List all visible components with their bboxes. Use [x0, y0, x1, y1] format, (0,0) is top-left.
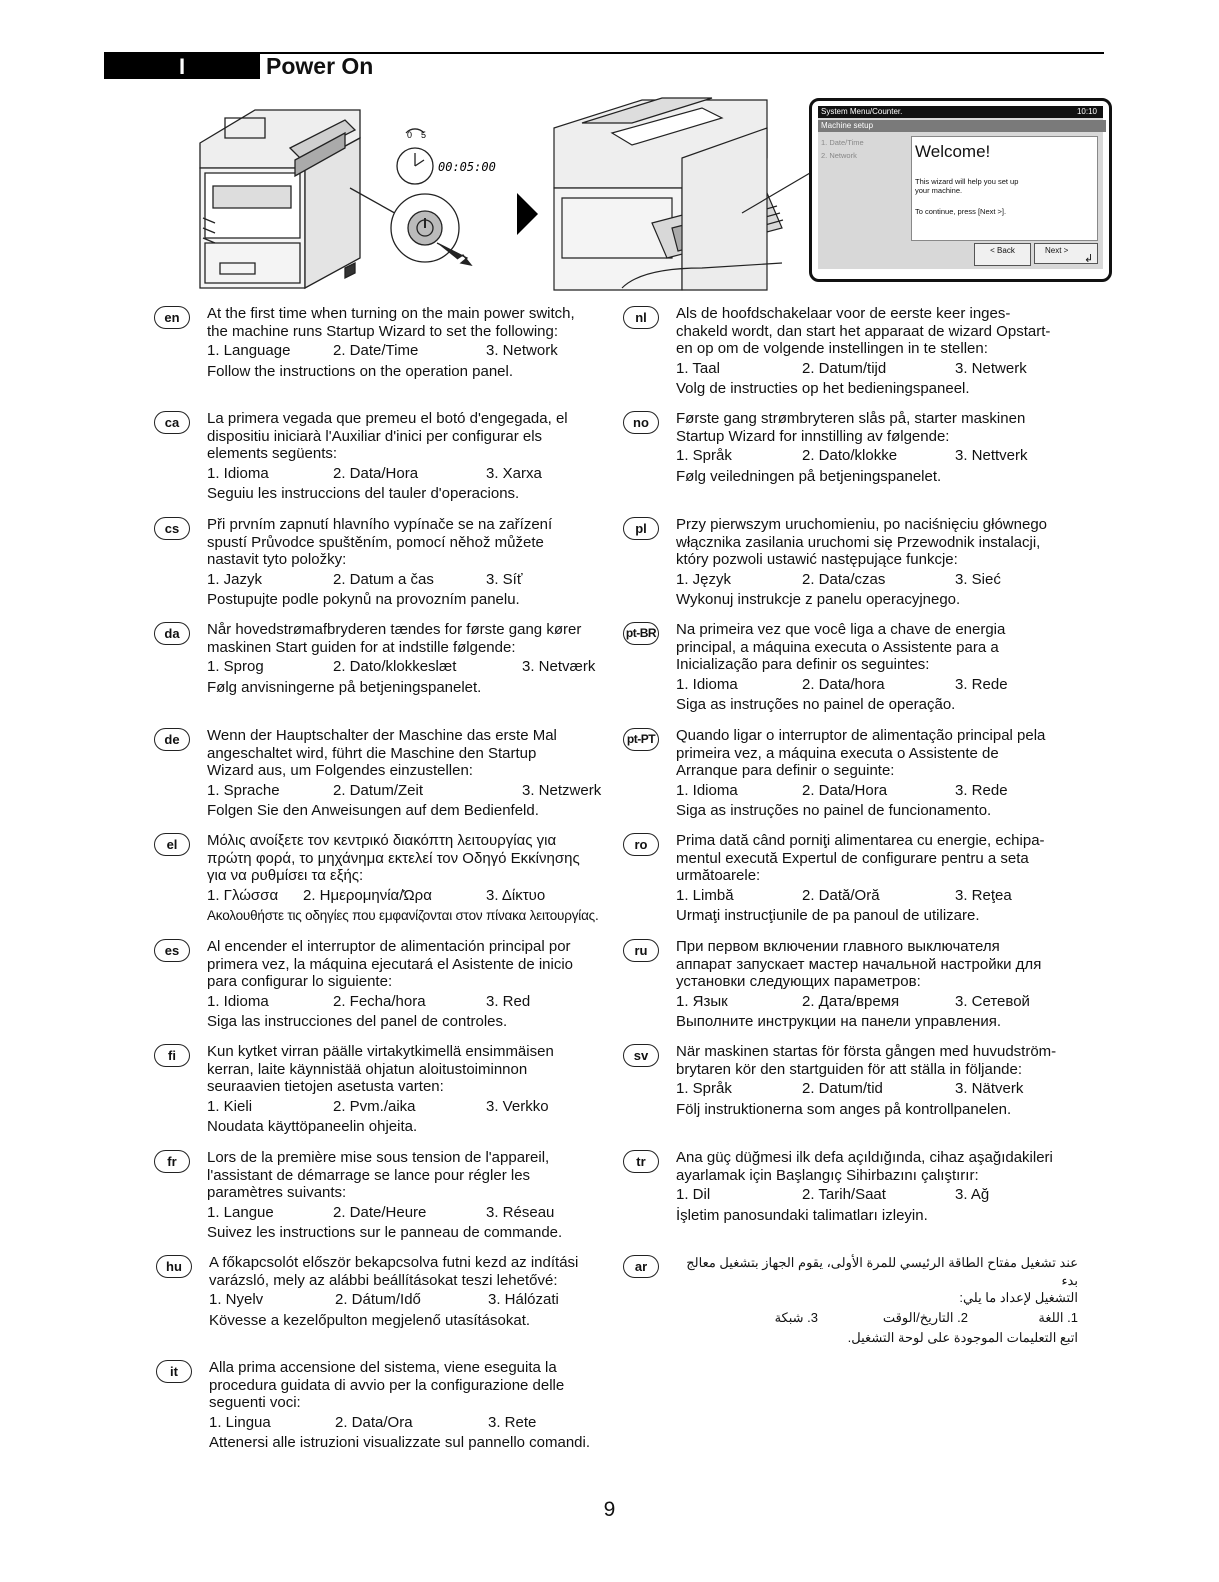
entry-items [209, 1414, 619, 1432]
entry-follow-instruction: Postupujte podle pokynů na provozním panelu. [207, 591, 520, 608]
entry-item-3: 3. Verkko [486, 1097, 549, 1115]
language-badge-fi: fi [154, 1044, 190, 1067]
entry-item-1: 1. Idioma [676, 781, 738, 799]
section-title: Power On [266, 53, 374, 79]
entry-follow-instruction: Folgen Sie den Anweisungen auf dem Bedienfeld. [207, 802, 539, 819]
entry-items [207, 1098, 617, 1116]
entry-follow-instruction: Siga las instrucciones del panel de controles. [207, 1013, 508, 1030]
entry-intro: Przy pierwszym uruchomieniu, po naciśnięciu głównego włącznika zasilania uruchomi się Przewodnik instalacji, który pozwoli ustawić następujące funkcje: [676, 516, 1048, 568]
language-badge-fr: fr [154, 1150, 190, 1173]
entry-item-2: 2. Datum/tid [802, 1080, 883, 1097]
entry-intro: Alla prima accensione del sistema, viene eseguita la procedura guidata di avvio per la configurazione delle seguenti voci: [209, 1359, 565, 1411]
entry-follow-instruction: Følg veiledningen på betjeningspanelet. [676, 467, 942, 485]
language-entry-ar [678, 1254, 1078, 1347]
entry-item-1: 1. Taal [676, 359, 720, 377]
language-badge-da: da [154, 622, 190, 645]
entry-items [676, 676, 1086, 694]
entry-intro: Lors de la première mise sous tension de l'appareil, l'assistant de démarrage se lance pour régler les paramètres suivants: [207, 1149, 550, 1201]
language-entry-cs [207, 516, 617, 609]
printer-panel-illustration [552, 98, 812, 293]
entry-item-3: 3. Hálózati [488, 1291, 559, 1308]
panel-back-button[interactable]: < Back [974, 243, 1031, 266]
panel-status-left: System Menu/Counter. [821, 107, 903, 116]
entry-item-3: 3. Sieć [955, 570, 1001, 588]
entry-item-1: 1. اللغة [1038, 1309, 1078, 1325]
entry-item-1: 1. Jazyk [207, 570, 263, 588]
entry-item-2: 2. Data/Hora [333, 464, 419, 482]
timer-readout: 00:05:00 [438, 160, 496, 174]
entry-item-1: 1. Lingua [209, 1413, 271, 1431]
entry-items [676, 887, 1086, 905]
entry-intro: At the first time when turning on the main power switch, the machine runs Startup Wizard to set the following: [207, 305, 575, 340]
language-badge-ru: ru [623, 939, 659, 962]
entry-item-1: 1. Språk [676, 447, 732, 464]
entry-item-2: 2. Fecha/hora [333, 992, 426, 1010]
entry-intro: La primera vegada que premeu el botó d'engegada, el dispositiu iniciarà l'Auxiliar d'inici per configurar els elements següents: [207, 410, 568, 462]
language-badge-it: it [156, 1360, 192, 1383]
panel-content [911, 136, 1098, 241]
entry-item-2: 2. Pvm./aika [333, 1097, 416, 1115]
language-badge-el: el [154, 833, 190, 856]
entry-follow-instruction: Siga as instruções no painel de funcionamento. [676, 802, 992, 819]
language-entry-pt-PT [676, 727, 1086, 820]
language-entry-nl [676, 305, 1086, 398]
panel-screen [818, 106, 1103, 269]
timer-dial-zero: 0 [407, 130, 413, 140]
entry-follow-instruction: Kövesse a kezelőpulton megjelenő utasításokat. [209, 1311, 531, 1329]
entry-item-3: 3. Xarxa [486, 464, 542, 482]
entry-follow-instruction: اتبع التعليمات الموجودة على لوحة التشغيل. [847, 1330, 1078, 1345]
entry-item-3: 3. Réseau [486, 1203, 555, 1221]
entry-items [207, 571, 617, 589]
entry-intro: عند تشغيل مفتاح الطاقة الرئيسي للمرة الأولى، يقوم الجهاز بتشغيل معالج بدء التشغيل لإعداد ما يلي: [686, 1255, 1078, 1305]
entry-item-3: 3. Rede [955, 781, 1008, 799]
language-entry-pt-BR [676, 621, 1086, 714]
entry-follow-instruction: Выполните инструкции на панели управления. [676, 1013, 1001, 1030]
entry-item-2: 2. Data/Hora [802, 781, 888, 799]
entry-follow-instruction: Seguiu les instruccions del tauler d'operacions. [207, 485, 520, 502]
entry-follow-instruction: Siga as instruções no painel de operação. [676, 696, 956, 713]
entry-items [207, 887, 617, 905]
entry-intro: När maskinen startas för första gången med huvudström- brytaren kör den startguiden för att ställa in följande: [676, 1043, 1057, 1078]
language-entry-pl [676, 516, 1086, 609]
entry-follow-instruction: Urmaţi instrucţiunile de pa panoul de utilizare. [676, 907, 980, 924]
entry-follow-instruction: Suivez les instructions sur le panneau de commande. [207, 1224, 563, 1241]
panel-step-1: 1. Date/Time [821, 138, 864, 147]
entry-intro: A főkapcsolót először bekapcsolva futni kezd az indítási varázsló, mely az alábbi beállításokat teszi lehetővé: [209, 1254, 579, 1289]
language-badge-tr: tr [623, 1150, 659, 1173]
entry-item-1: 1. Sprog [207, 658, 264, 675]
entry-item-3: 3. Rede [955, 675, 1008, 693]
entry-item-2: 2. Data/Ora [335, 1413, 413, 1431]
printer-power-illustration [195, 98, 496, 293]
language-entry-de [207, 727, 617, 820]
entry-items [207, 1204, 617, 1222]
panel-enter-icon: ↲ [1084, 253, 1094, 265]
language-badge-nl: nl [623, 306, 659, 329]
page-number: 9 [603, 1498, 616, 1521]
entry-items [207, 993, 617, 1011]
entry-item-1: 1. Språk [676, 1080, 732, 1097]
language-badge-pl: pl [623, 517, 659, 540]
touch-panel [809, 98, 1112, 282]
entry-item-1: 1. Dil [676, 1186, 711, 1203]
language-entry-da [207, 621, 617, 696]
entry-intro: Ana güç düğmesi ilk defa açıldığında, cihaz aşağıdakileri ayarlamak için Başlangıç Sihirbazını çalıştırır: [676, 1149, 1053, 1184]
timer-dial-five: 5 [421, 130, 427, 140]
entry-intro: Als de hoofdschakelaar voor de eerste keer inges- chakeld wordt, dan start het apparaat de wizard Opstart- en op om de volgende instellingen in te stellen: [676, 305, 1051, 357]
language-entry-fi [207, 1043, 617, 1136]
language-badge-ar: ar [623, 1255, 659, 1278]
entry-item-2: 2. التاريخ/الوقت [882, 1309, 968, 1325]
panel-desc-1: This wizard will help you set up [915, 177, 1019, 186]
entry-items [676, 447, 1086, 465]
entry-item-2: 2. Date/Heure [333, 1203, 427, 1221]
entry-items [207, 658, 617, 676]
entry-item-2: 2. Dato/klokke [802, 447, 898, 464]
entry-item-1: 1. Sprache [207, 781, 280, 799]
entry-item-3: 3. Netwerk [955, 359, 1027, 377]
language-entry-en [207, 305, 617, 380]
entry-item-2: 2. Dátum/Idő [335, 1291, 421, 1308]
entry-item-2: 2. Dată/Oră [802, 886, 880, 904]
language-entry-it [209, 1359, 619, 1452]
language-badge-sv: sv [623, 1044, 659, 1067]
entry-item-2: 2. Datum a čas [333, 570, 434, 588]
entry-follow-instruction: Ακολουθήστε τις οδηγίες που εμφανίζονται στον πίνακα λειτουργίας. [207, 908, 599, 923]
entry-item-1: 1. Idioma [207, 992, 269, 1010]
entry-item-2: 2. Дата/время [802, 992, 900, 1010]
entry-items [209, 1291, 619, 1309]
entry-item-3: 3. Nettverk [955, 447, 1028, 464]
panel-desc-3: To continue, press [Next >]. [915, 207, 1007, 216]
entry-follow-instruction: Volg de instructies op het bedieningspaneel. [676, 380, 970, 397]
entry-follow-instruction: Følg anvisningerne på betjeningspanelet. [207, 678, 482, 696]
entry-item-3: 3. Network [486, 342, 558, 359]
entry-item-2: 2. Datum/Zeit [333, 781, 424, 799]
entry-follow-instruction: İşletim panosundaki talimatları izleyin. [676, 1206, 928, 1224]
panel-menu-title: Machine setup [818, 120, 1106, 132]
entry-follow-instruction: Följ instruktionerna som anges på kontrollpanelen. [676, 1100, 1012, 1118]
entry-item-2: 2. Datum/tijd [802, 359, 887, 377]
entry-item-3: 3. Ağ [955, 1186, 990, 1203]
entry-follow-instruction: Wykonuj instrukcje z panelu operacyjnego. [676, 591, 961, 608]
language-badge-pt-BR: pt-BR [623, 622, 659, 645]
language-entry-tr [676, 1149, 1086, 1224]
language-entry-fr [207, 1149, 617, 1242]
entry-item-1: 1. Idioma [207, 464, 269, 482]
entry-items [676, 1080, 1086, 1098]
entry-items [676, 360, 1086, 378]
panel-next-button[interactable]: Next > [1034, 243, 1098, 264]
entry-item-1: 1. Kieli [207, 1097, 253, 1115]
entry-intro: Første gang strømbryteren slås på, starter maskinen Startup Wizard for innstilling av følgende: [676, 410, 1026, 445]
language-badge-ro: ro [623, 833, 659, 856]
language-entry-el [207, 832, 617, 925]
panel-step-2: 2. Network [821, 151, 857, 160]
entry-item-1: 1. Langue [207, 1203, 274, 1221]
entry-item-3: 3. Nätverk [955, 1080, 1024, 1097]
entry-items [678, 1309, 1078, 1327]
language-entry-ca [207, 410, 617, 503]
entry-item-3: 3. Δίκτυο [486, 886, 546, 904]
language-badge-pt-PT: pt-PT [623, 728, 659, 751]
entry-items [676, 1186, 1086, 1204]
entry-item-1: 1. Language [207, 342, 291, 359]
entry-item-1: 1. Язык [676, 992, 728, 1010]
language-badge-de: de [154, 728, 190, 751]
panel-status-bar [818, 106, 1103, 118]
language-badge-cs: cs [154, 517, 190, 540]
panel-desc-2: your machine. [915, 186, 963, 195]
language-entry-ro [676, 832, 1086, 925]
entry-item-3: 3. شبكة [774, 1309, 818, 1325]
entry-item-2: 2. Date/Time [333, 342, 419, 359]
entry-item-1: 1. Limbă [676, 886, 734, 904]
language-badge-es: es [154, 939, 190, 962]
entry-item-3: 3. Netværk [522, 658, 596, 675]
entry-items [676, 571, 1086, 589]
language-badge-no: no [623, 411, 659, 434]
entry-intro: Quando ligar o interruptor de alimentação principal pela primeira vez, a máquina executa o Assistente de Arranque para definir o seguinte: [676, 727, 1046, 779]
entry-item-1: 1. Idioma [676, 675, 738, 693]
entry-follow-instruction: Noudata käyttöpaneelin ohjeita. [207, 1118, 418, 1135]
language-entry-sv [676, 1043, 1086, 1118]
language-entry-no [676, 410, 1086, 485]
entry-item-3: 3. Red [486, 992, 531, 1010]
panel-time: 10:10 [1076, 107, 1097, 116]
entry-item-2: 2. Ημερομηνία/Ώρα [303, 886, 432, 904]
entry-intro: Wenn der Hauptschalter der Maschine das erste Mal angeschaltet wird, führt die Maschine den Startup Wizard aus, um Folgendes einzustellen: [207, 727, 557, 779]
entry-follow-instruction: Attenersi alle istruzioni visualizzate sul pannello comandi. [209, 1434, 591, 1451]
entry-intro: Al encender el interruptor de alimentación principal por primera vez, la máquina ejecutará el Asistente de inicio para configurar lo siguiente: [207, 938, 574, 990]
panel-welcome: Welcome! [915, 142, 991, 161]
entry-intro: Når hovedstrømafbryderen tændes for første gang kører maskinen Start guiden for at indstille følgende: [207, 621, 582, 656]
entry-item-3: 3. Netzwerk [522, 781, 602, 799]
entry-item-2: 2. Tarih/Saat [802, 1186, 886, 1203]
entry-item-3: 3. Reţea [955, 886, 1012, 904]
entry-item-2: 2. Data/czas [802, 570, 886, 588]
language-badge-en: en [154, 306, 190, 329]
entry-follow-instruction: Follow the instructions on the operation panel. [207, 362, 514, 380]
entry-intro: Kun kytket virran päälle virtakytkimellä ensimmäisen kerran, laite käynnistää ohjatun aloitustoiminnon seuraavien tietojen asetusta varten: [207, 1043, 554, 1095]
language-entry-ru [676, 938, 1086, 1031]
language-badge-ca: ca [154, 411, 190, 434]
language-badge-hu: hu [156, 1255, 192, 1278]
entry-items [207, 342, 617, 360]
entry-intro: При первом включении главного выключателя аппарат запускает мастер начальной настройки для установки следующих параметров: [676, 938, 1042, 990]
entry-items [676, 993, 1086, 1011]
entry-item-1: 1. Γλώσσα [207, 886, 279, 904]
entry-items [207, 465, 617, 483]
entry-items [676, 782, 1086, 800]
entry-item-3: 3. Síť [486, 570, 523, 588]
next-step-arrow-icon [514, 193, 540, 235]
entry-item-2: 2. Data/hora [802, 675, 885, 693]
entry-intro: Při prvním zapnutí hlavního vypínače se na zařízení spustí Průvodce spuštěním, pomocí něhož můžete nastavit tyto položky: [207, 516, 553, 568]
entry-item-1: 1. Nyelv [209, 1291, 264, 1308]
entry-intro: Μόλις ανοίξετε τον κεντρικό διακόπτη λειτουργίας για πρώτη φορά, το μηχάνημα εκτελεί τον Οδηγό Εκκίνησης για να ρυθμίσει τα εξής: [207, 832, 580, 884]
language-entry-hu [209, 1254, 619, 1329]
entry-item-1: 1. Język [676, 570, 732, 588]
entry-item-3: 3. Rete [488, 1413, 537, 1431]
entry-intro: Na primeira vez que você liga a chave de energia principal, a máquina executa o Assistente para a Inicialização para definir os seguintes: [676, 621, 1006, 673]
entry-intro: Prima dată când porniţi alimentarea cu energie, echipa- mentul execută Expertul de configurare pentru a seta următoarele: [676, 832, 1045, 884]
entry-item-3: 3. Сетевой [955, 992, 1030, 1010]
entry-item-2: 2. Dato/klokkeslæt [333, 658, 457, 675]
entry-items [207, 782, 617, 800]
section-number-tab: I [104, 54, 260, 79]
language-entry-es [207, 938, 617, 1031]
